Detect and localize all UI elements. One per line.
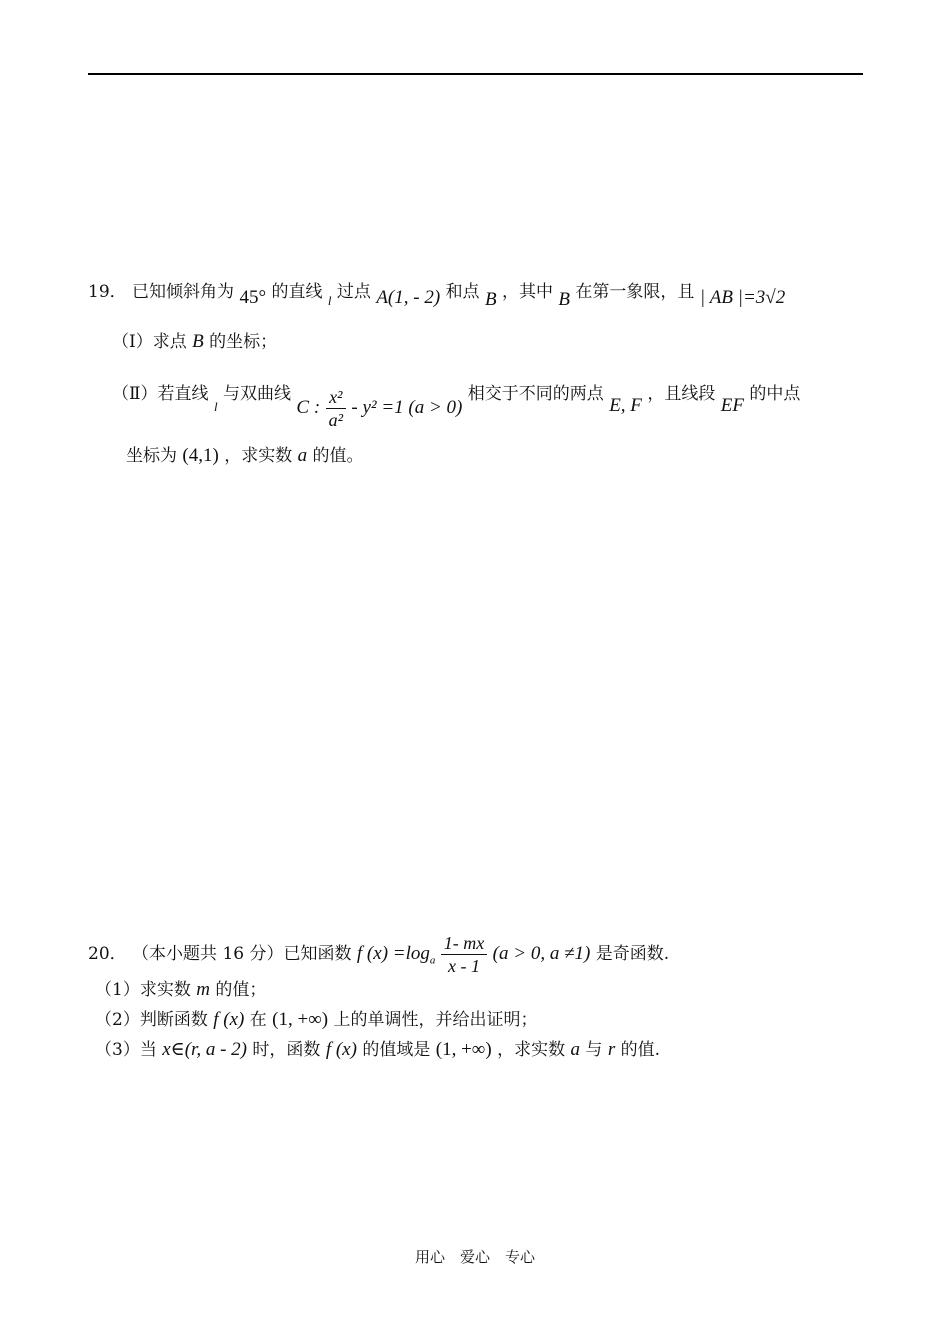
q20-part2: [95, 1008, 538, 1032]
q19-var-a: a: [297, 445, 308, 466]
q19-part1-suffix: 的坐标；: [209, 332, 278, 352]
q20-log-base: a: [429, 954, 436, 967]
q20-var-m: m: [196, 979, 210, 1000]
q20-p3-fx: f (x): [325, 1039, 357, 1060]
q19-fraction-den: a²: [326, 408, 346, 431]
q20-p3-c: ，求实数: [497, 1040, 566, 1060]
q19-part2-l: l: [213, 399, 218, 414]
q19-midpoint: (4,1): [182, 445, 219, 466]
q20-p2-b: 上的单调性，并给出证明；: [333, 1010, 538, 1030]
q19-hyperbola-C: C :: [296, 397, 321, 418]
q19-part2-line2-a: 坐标为: [126, 446, 177, 466]
q19-line-l: l: [327, 293, 332, 308]
q19-text-b: 的直线: [271, 282, 323, 302]
q20-p1-suffix: 的值；: [215, 980, 267, 1000]
q19-text-e: ，其中: [501, 282, 553, 302]
header-rule: [88, 73, 863, 75]
q20-p3-var-r: r: [607, 1039, 616, 1060]
q19-point-B2: B: [558, 289, 570, 310]
q19-point-A: A(1, - 2): [376, 287, 441, 308]
q20-fraction: [441, 932, 487, 977]
q19-hyperbola-fraction: [326, 386, 346, 431]
q20-p3-a: 时，函数: [252, 1040, 321, 1060]
q19-part1-prefix: （Ⅰ）求点: [112, 332, 187, 352]
q19-fraction-num: x²: [329, 387, 343, 407]
q19-part1-B: B: [192, 331, 204, 352]
q20-p3-d: 与: [585, 1040, 603, 1060]
q20-intro: （本小题共 16 分）已知函数: [132, 944, 352, 964]
q19-point-B: B: [484, 289, 497, 310]
q19-hyperbola-rest: - y² =1 (a > 0): [351, 397, 463, 418]
q20-function-log: f (x) =log: [356, 943, 430, 964]
q20-p2-prefix: （2）判断函数: [95, 1010, 208, 1030]
q20-p3-e: 的值.: [620, 1040, 661, 1060]
q19-part2-prefix: （Ⅱ）若直线: [112, 384, 209, 404]
q20-suffix: 是奇函数.: [595, 944, 670, 964]
q20-fraction-den: x - 1: [441, 954, 487, 977]
q19-line1: [88, 280, 786, 310]
q20-number: 20．: [88, 944, 127, 964]
q20-part3: [95, 1038, 660, 1062]
q20-fraction-num: 1- mx: [443, 933, 485, 953]
q19-length-AB: | AB |=3√2: [699, 287, 786, 308]
q19-segment-EF: EF: [720, 395, 744, 416]
q20-p3-range: (1, +∞): [435, 1039, 492, 1060]
q19-text-f: 在第一象限，且: [575, 282, 695, 302]
q19-part2-line2: [126, 444, 364, 468]
q19-part1: [112, 330, 277, 354]
page-footer: 用心 爱心 专心: [414, 1248, 535, 1266]
q20-part1: [95, 978, 266, 1002]
q20-line1: [88, 932, 669, 977]
q19-number: 19．: [88, 282, 127, 302]
q19-text-d: 和点: [445, 282, 480, 302]
q20-p1-prefix: （1）求实数: [95, 980, 191, 1000]
q20-p3-var-a: a: [570, 1039, 580, 1060]
q19-part2-text-b: 相交于不同的两点: [467, 384, 604, 404]
q19-text-a: 已知倾斜角为: [132, 282, 235, 302]
q20-p3-cond: x∈(r, a - 2): [162, 1039, 248, 1060]
q20-condition: (a > 0, a ≠1): [492, 943, 591, 964]
q19-part2-text-c: ，且线段: [647, 384, 716, 404]
q19-points-EF: E, F: [609, 395, 642, 416]
q20-p3-prefix: （3）当: [95, 1040, 157, 1060]
q19-part2-text-a: 与双曲线: [223, 384, 291, 404]
q19-part2-line1: [112, 372, 801, 430]
q20-p3-b: 的值域是: [362, 1040, 431, 1060]
q20-p2-interval: (1, +∞): [272, 1009, 329, 1030]
q19-angle: 45°: [239, 287, 267, 308]
q19-part2-line2-c: 的值。: [312, 446, 364, 466]
q20-p2-fx: f (x): [213, 1009, 245, 1030]
q20-p2-a: 在: [249, 1010, 267, 1030]
q19-text-c: 过点: [336, 282, 371, 302]
q19-part2-text-d: 的中点: [749, 384, 801, 404]
q19-part2-line2-b: ，求实数: [224, 446, 293, 466]
